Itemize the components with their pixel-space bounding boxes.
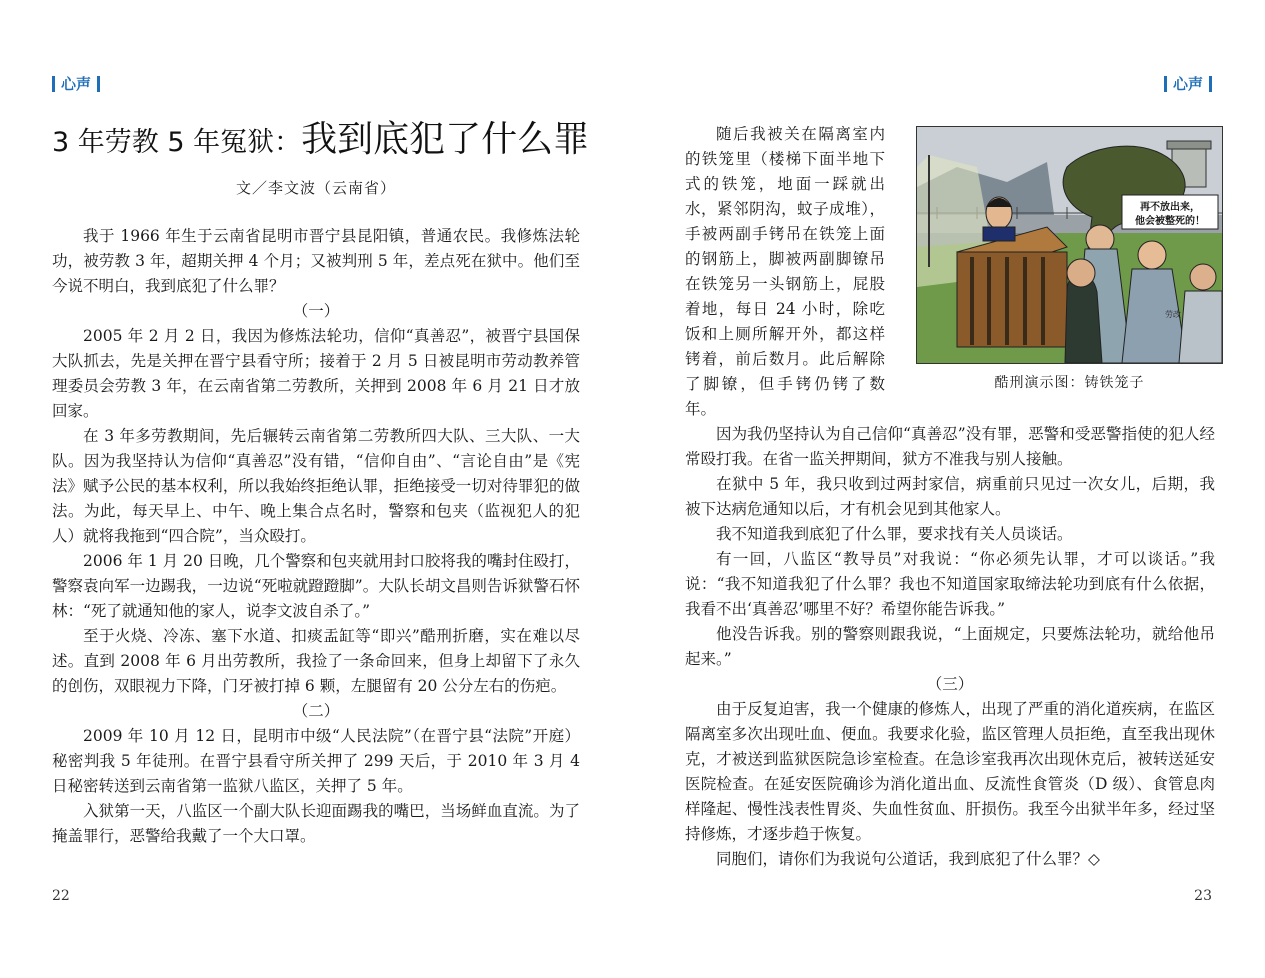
paragraph: 同胞们，请你们为我说句公道话，我到底犯了什么罪？◇	[716, 850, 1100, 868]
title-part-1: 3 年劳教 5 年冤狱：	[52, 127, 302, 158]
paragraph: 至于火烧、冷冻、塞下水道、扣痰盂缸等“即兴”酷刑折磨，实在难以尽述。直到 2008 年 6 月出劳教所，我捡了一条命回来，但身上却留下了永久的创伤，双眼视力下降，门牙被打掉 6 颗，左腿留有 20 公分左右的伤疤。	[52, 627, 580, 695]
paragraph: 在 3 年多劳教期间，先后辗转云南省第二劳教所四大队、三大队、一大队。因为我坚持认为信仰“真善忍”没有错，“信仰自由”、“言论自由”是《宪法》赋予公民的基本权利，所以我始终拒绝认罪，拒绝接受一切对待罪犯的做法。为此，每天早上、中午、晚上集合点名时，警察和包夹（监视犯人的犯人）就将我拖到“四合院”，当众殴打。	[52, 427, 580, 545]
right-page	[633, 0, 1265, 978]
page-number-left: 22	[52, 888, 70, 904]
paragraph: 2005 年 2 月 2 日，我因为修炼法轮功，信仰“真善忍”，被晋宁县国保大队抓去，先是关押在晋宁县看守所；接着于 2 月 5 日被昆明市劳动教养管理委员会劳教 3 年，在云南省第二劳教所，关押到 2008 年 6 月 21 日才放回家。	[52, 327, 580, 420]
section-tag: 心声	[52, 76, 100, 92]
byline: 文／李文波（云南省）	[235, 179, 396, 197]
paragraph: 由于反复迫害，我一个健康的修炼人，出现了严重的消化道疾病，在监区隔离室多次出现吐血、便血。我要求化验，监区管理人员拒绝，直至我出现休克，才被送到监狱医院急诊室检查。在急诊室我再次出现休克后，被转送延安医院检查。在延安医院确诊为消化道出血、反流性食管炎（D 级）、食管息肉样隆起、慢性浅表性胃炎、失血性贫血、肝损伤。我至今出狱半年多，经过坚持修炼，才逐步趋于恢复。	[685, 700, 1215, 843]
left-page	[0, 0, 632, 978]
paragraph: 因为我仍坚持认为自己信仰“真善忍”没有罪，恶警和受恶警指使的犯人经常殴打我。在省一监关押期间，狱方不准我与别人接触。	[685, 425, 1215, 468]
right-body-text	[685, 422, 1215, 872]
section-heading: （二）	[292, 702, 340, 720]
paragraph: 入狱第一天，八监区一个副大队长迎面踢我的嘴巴，当场鲜血直流。为了掩盖罪行，恶警给我戴了一个大口罩。	[52, 802, 580, 845]
paragraph: 我不知道我到底犯了什么罪，要求找有关人员谈话。	[716, 525, 1073, 543]
page-number-right: 23	[1194, 888, 1212, 904]
title-part-2: 我到底犯了什么罪	[301, 119, 590, 160]
torture-illustration	[916, 126, 1223, 364]
section-tag: 心声	[1164, 76, 1212, 92]
figure-caption: 酷刑演示图：铸铁笼子	[994, 375, 1145, 391]
paragraph: 随后我被关在隔离室内的铁笼里（楼梯下面半地下式的铁笼，地面一踩就出水，紧邻阴沟，蚊子成堆），手被两副手铐吊在铁笼上面的钢筋上，脚被两副脚镣吊在铁笼另一头钢筋上，屁股着地，每日 24 小时，除吃饭和上厕所解开外，都这样铐着，前后数月。此后解除了脚镣，但手铐仍铐了数年。	[685, 125, 885, 418]
article-title	[52, 118, 592, 165]
right-float-text	[685, 122, 885, 422]
illustration-svg	[917, 127, 1222, 363]
shirt-text: 劳改	[1165, 310, 1181, 319]
paragraph: 2009 年 10 月 12 日，昆明市中级“人民法院”（在晋宁县“法院”开庭）秘密判我 5 年徒刑。在晋宁县看守所关押了 299 天后，于 2010 年 3 月 4 日秘密转送到云南省第一监狱八监区，关押了 5 年。	[52, 727, 580, 795]
paragraph: 他没告诉我。别的警察则跟我说，“上面规定，只要炼法轮功，就给他吊起来。”	[685, 625, 1215, 668]
paragraph: 在狱中 5 年，我只收到过两封家信，病重前只见过一次女儿，后期，我被下达病危通知以后，才有机会见到其他家人。	[685, 475, 1215, 518]
section-heading: （三）	[926, 675, 974, 693]
speech-line-2: 他会被整死的！	[1135, 216, 1205, 227]
left-body-text	[52, 224, 580, 849]
section-heading: （一）	[292, 302, 340, 320]
speech-line-1: 再不放出来，	[1140, 202, 1200, 213]
paragraph: 有一回，八监区“教导员”对我说：“你必须先认罪，才可以谈话。”我说：“我不知道我犯了什么罪？我也不知道国家取缔法轮功到底有什么依据，我看不出‘真善忍’哪里不好？希望你能告诉我。”	[685, 550, 1215, 618]
paragraph: 2006 年 1 月 20 日晚，几个警察和包夹就用封口胶将我的嘴封住殴打，警察袁向军一边踢我，一边说“死啦就蹬蹬脚”。大队长胡文昌则告诉狱警石怀林：“死了就通知他的家人，说李文波自杀了。”	[52, 552, 580, 620]
paragraph: 我于 1966 年生于云南省昆明市晋宁县昆阳镇，普通农民。我修炼法轮功，被劳教 3 年，超期关押 4 个月；又被判刑 5 年，差点死在狱中。他们至今说不明白，我到底犯了什么罪？	[52, 227, 580, 295]
